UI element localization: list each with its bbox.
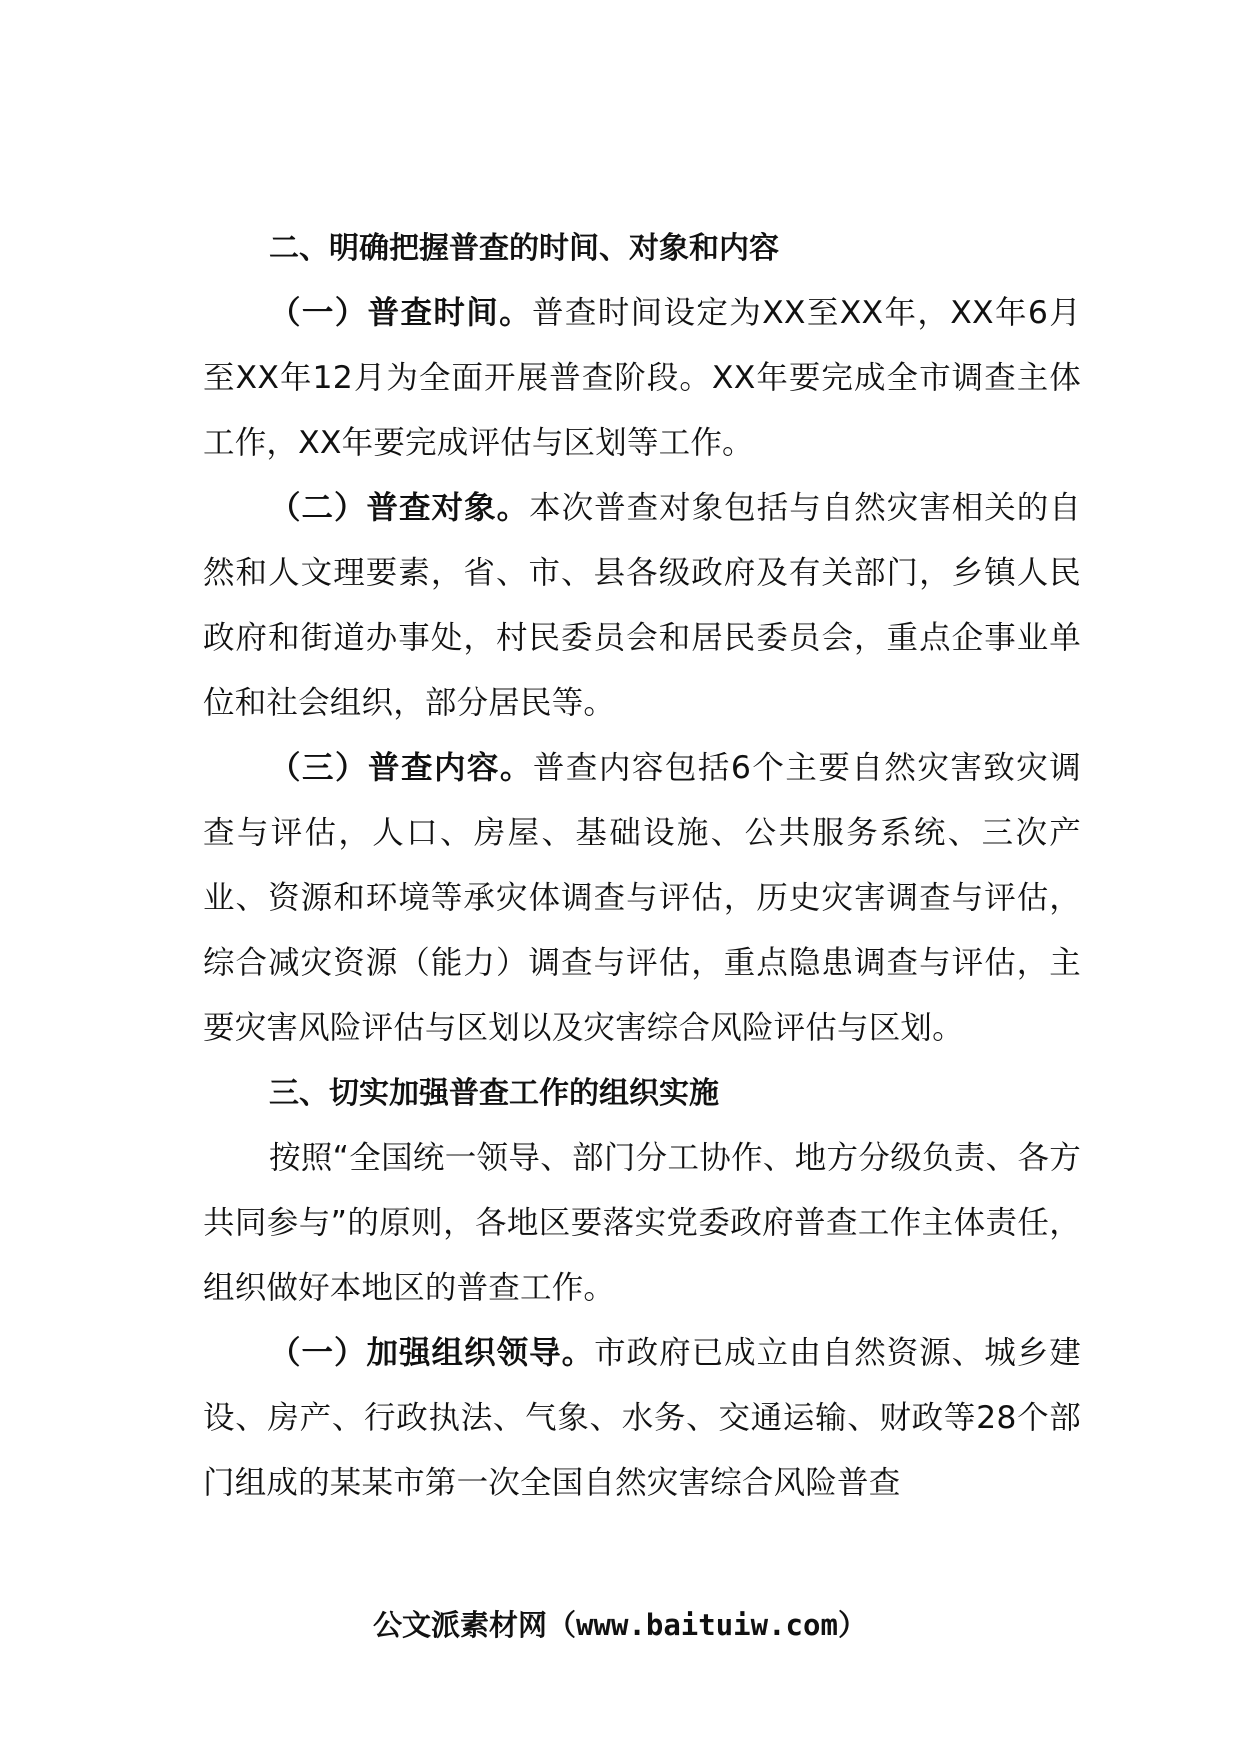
footer-url: （www.baituiw.com） [547,1608,867,1642]
paragraph-lead: （二）普查对象。 [269,490,530,526]
paragraph-strengthen-leadership [203,1321,1081,1516]
section-heading-3: 三、切实加强普查工作的组织实施 [269,1076,719,1111]
paragraph-text: 普查内容包括6个主要自然灾害致灾调查与评估，人口、房屋、基础设施、公共服务系统、三次产业、资源和环境等承灾体调查与评估，历史灾害调查与评估，综合减灾资源（能力）调查与评估，重点隐患调查与评估，主要灾害风险评估与区划以及灾害综合风险评估与区划。 [203,750,1081,1046]
paragraph-lead: （一）加强组织领导。 [269,1335,595,1371]
paragraph-text: 本次普查对象包括与自然灾害相关的自然和人文理要素，省、市、县各级政府及有关部门，乡镇人民政府和街道办事处，村民委员会和居民委员会，重点企事业单位和社会组织，部分居民等。 [203,490,1082,721]
paragraph-survey-objects [203,476,1081,736]
paragraph-survey-time [203,281,1081,476]
paragraph-text: 市政府已成立由自然资源、城乡建设、房产、行政执法、气象、水务、交通运输、财政等28个部门组成的某某市第一次全国自然灾害综合风险普查 [203,1335,1081,1501]
paragraph-organization-intro: 按照“全国统一领导、部门分工协作、地方分级负责、各方共同参与”的原则，各地区要落实党委政府普查工作主体责任，组织做好本地区的普查工作。 [203,1140,1081,1306]
paragraph-lead: （三）普查内容。 [269,750,533,786]
paragraph-lead: （一）普查时间。 [269,295,533,331]
paragraph-text: 普查时间设定为XX至XX年，XX年6月至XX年12月为全面开展普查阶段。XX年要完成全市调查主体工作，XX年要完成评估与区划等工作。 [203,295,1081,461]
footer-site-name: 公文派素材网 [373,1608,548,1642]
footer-watermark [0,1605,1240,1645]
paragraph-survey-content [203,736,1081,1061]
document-body [203,216,1081,1516]
section-heading-2: 二、明确把握普查的时间、对象和内容 [269,231,779,266]
